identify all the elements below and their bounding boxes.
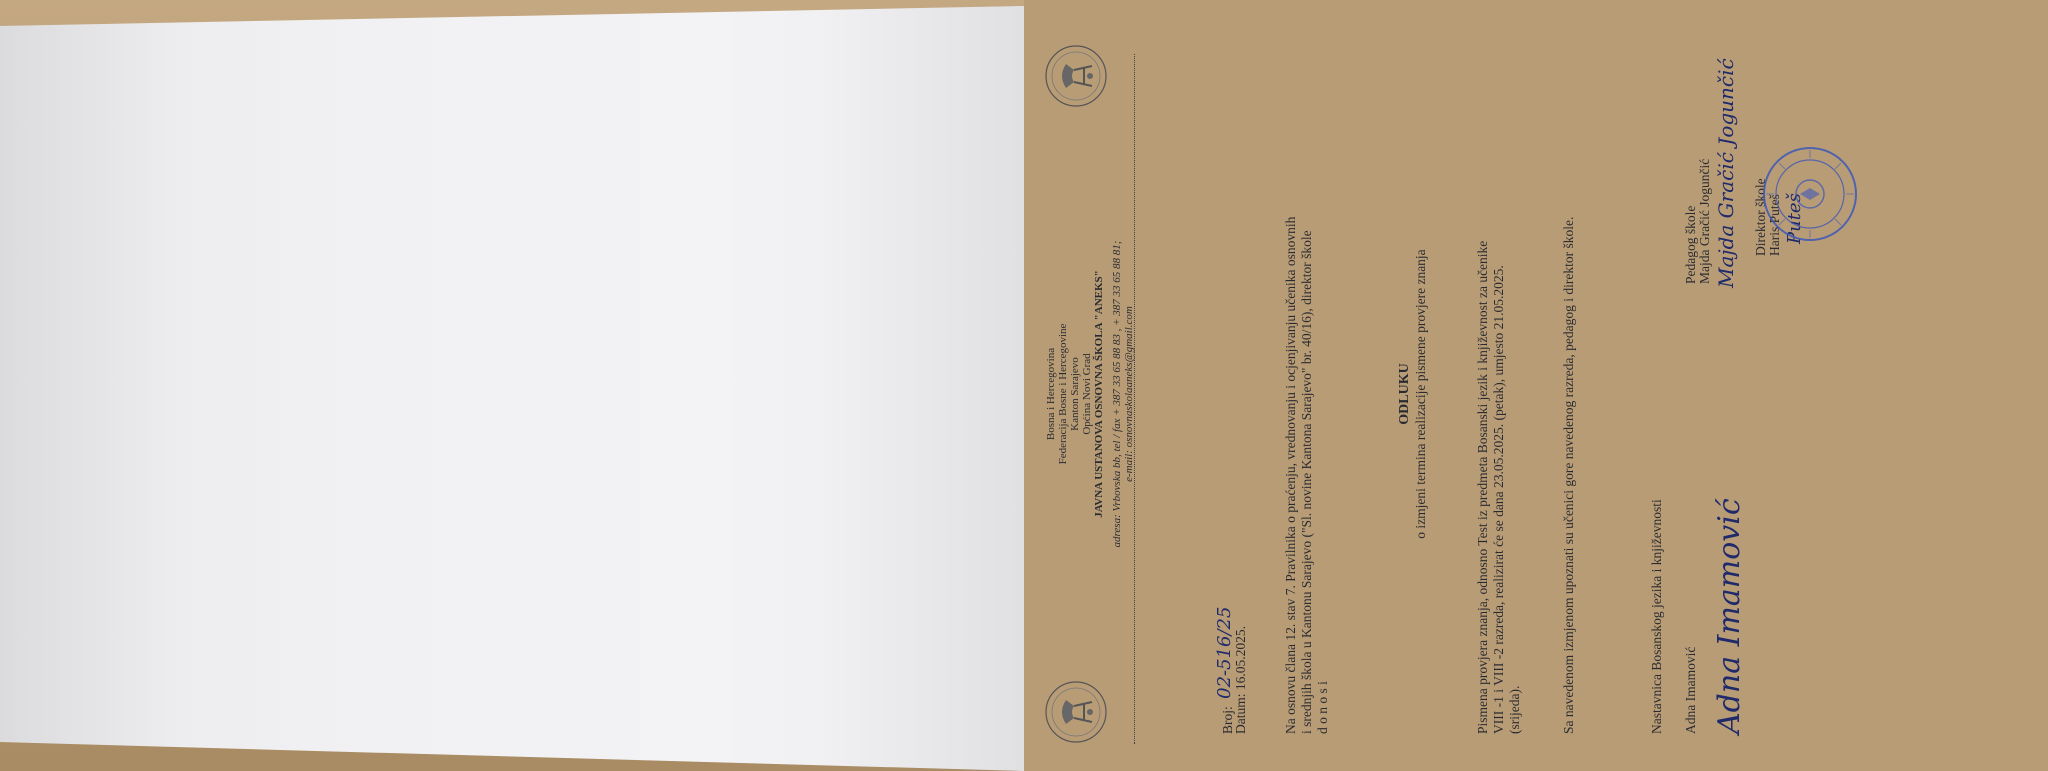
header-email: e-mail: osnovnaskolaaneks@gmail.com	[1123, 306, 1135, 482]
pedagog-title: Pedagog škole	[1683, 205, 1698, 284]
header-school-name: JAVNA USTANOVA OSNOVNA ŠKOLA "ANEKS"	[1093, 270, 1105, 518]
reference-number-handwritten: 02-516/25	[1214, 606, 1235, 699]
decision-subtitle: o izmjeni termina realizacije pismene provjere znanja	[1413, 249, 1428, 539]
teacher-title: Nastavnica Bosanskog jezika i književnosti	[1649, 499, 1664, 734]
official-stamp-icon	[1760, 144, 1860, 244]
teacher-name: Adna Imamović	[1683, 646, 1698, 734]
teacher-signature: Adna Imamović	[1712, 498, 1747, 734]
document-page	[1024, 24, 2048, 764]
body-paragraph-1-line-3: (srijeda).	[1507, 685, 1522, 734]
director-signature: Puteš	[1784, 193, 1805, 244]
director-name: Haris Puteš	[1767, 194, 1782, 256]
preamble-line-1: Na osnovu člana 12. stav 7. Pravilnika o praćenju, vrednovanju i ocjenjivanju učenika osnovnih	[1283, 216, 1298, 734]
pedagog-signature: Majda Gračić Jogunčić	[1714, 58, 1738, 288]
header-federation: Federacija Bosne i Hercegovine	[1057, 323, 1069, 465]
preamble-line-3: d o n o s i	[1315, 681, 1330, 734]
reference-date: Datum: 16.05.2025.	[1233, 626, 1248, 734]
body-paragraph-1-line-2: VIII -1 i VIII -2 razreda, realizirat će se dana 23.05.2025. (petak), umjesto 21.05.2025.	[1491, 265, 1506, 734]
header-divider	[1134, 54, 1135, 744]
header-municipality: Općina Novi Grad	[1081, 353, 1093, 435]
body-paragraph-1-line-1: Pismena provjera znanja, odnosno Test iz predmeta Bosanski jezik i književnost za učenike	[1475, 240, 1490, 734]
preamble-line-2: i srednjih škola u Kantonu Sarajevo ("Sl. novine Kantona Sarajevo" br. 40/16), direktor škole	[1299, 230, 1314, 734]
decision-title: ODLUKU	[1397, 363, 1412, 425]
reference-number-label: Broj:	[1220, 706, 1235, 734]
body-paragraph-2: Sa navedenom izmjenom upoznati su učenici gore navedenog razreda, pedagog i direktor škole.	[1561, 216, 1576, 734]
header-address: adresa: Vrbovska bb, tel / fax + 387 33 65 88 83 , + 387 33 65 88 81;	[1111, 240, 1123, 548]
header-canton: Kanton Sarajevo	[1069, 357, 1081, 431]
header-country: Bosna i Hercegovina	[1045, 347, 1057, 441]
director-title: Direktor škole	[1753, 178, 1768, 256]
pedagog-name: Majda Gračić Jogunčić	[1697, 158, 1712, 284]
